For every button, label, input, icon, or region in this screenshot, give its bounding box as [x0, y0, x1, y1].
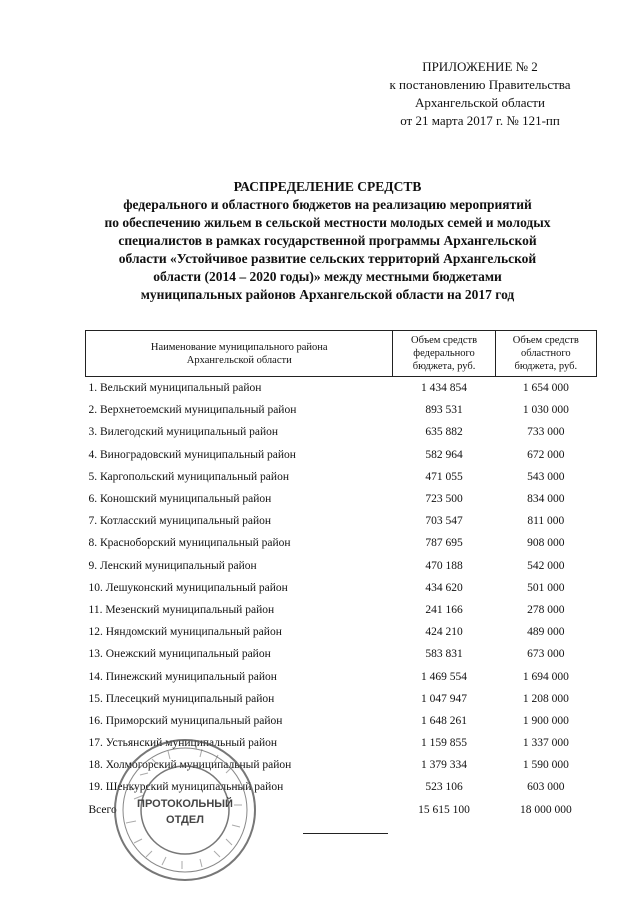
district-name: 10. Лешуконский муниципальный район: [88, 581, 288, 594]
district-name: 1. Вельский муниципальный район: [88, 382, 262, 395]
header-federal-l1: Объем средств: [411, 335, 478, 346]
appendix-line-3: Архангельской области: [415, 95, 545, 110]
federal-amount: 523 106: [425, 781, 463, 794]
table-header: [86, 331, 597, 377]
federal-amount: 1 159 855: [421, 737, 468, 750]
federal-amount: 893 531: [425, 404, 463, 417]
district-name: 9. Ленский муниципальный район: [88, 559, 257, 572]
regional-amount: 1 208 000: [522, 692, 569, 705]
table-row: [86, 466, 597, 488]
table-row: [86, 532, 597, 554]
appendix-line-2: к постановлению Правительства: [389, 77, 571, 92]
table-header-row: [86, 331, 597, 377]
federal-amount: 241 166: [425, 603, 463, 616]
title-line-5: области «Устойчивое развитие сельских территорий Архангельской: [118, 251, 537, 266]
federal-amount: 434 620: [425, 581, 463, 594]
federal-amount: 583 831: [425, 648, 463, 661]
regional-amount: 908 000: [527, 537, 565, 550]
title-line-4: специалистов в рамках государственной программы Архангельской: [118, 233, 537, 248]
appendix-date: от 21 марта 2017 г. № 121-пп: [400, 113, 560, 128]
regional-amount: 501 000: [527, 581, 565, 594]
district-name: 16. Приморский муниципальный район: [88, 714, 283, 727]
district-name: 8. Красноборский муниципальный район: [88, 537, 291, 550]
district-name: 2. Верхнетоемский муниципальный район: [88, 404, 297, 417]
district-name: 11. Мезенский муниципальный район: [88, 603, 275, 616]
table-row: [86, 377, 597, 400]
appendix-number: ПРИЛОЖЕНИЕ № 2: [422, 59, 538, 74]
district-name: 19. Шенкурский муниципальный район: [88, 781, 284, 794]
federal-amount: 1 047 947: [421, 692, 468, 705]
federal-amount: 470 188: [425, 559, 463, 572]
title-line-3: по обеспечению жильем в сельской местности молодых семей и молодых: [104, 215, 551, 230]
header-district-name-l1: Наименование муниципального района: [150, 341, 328, 353]
title-line-2: федерального и областного бюджетов на реализацию мероприятий: [123, 197, 532, 212]
regional-amount: 489 000: [527, 626, 565, 639]
federal-amount: 1 469 554: [421, 670, 468, 683]
header-federal-l2: федерального: [413, 348, 475, 359]
federal-amount: 723 500: [425, 493, 463, 506]
table-row: [86, 444, 597, 466]
regional-amount: 1 590 000: [522, 759, 569, 772]
header-regional-l1: Объем средств: [512, 335, 579, 346]
header-regional-l3: бюджета, руб.: [514, 361, 578, 372]
table-row: [86, 665, 597, 687]
federal-amount: 1 648 261: [421, 714, 468, 727]
federal-amount: 1 434 854: [421, 382, 468, 395]
total-regional: 18 000 000: [519, 803, 572, 816]
table-row: [86, 621, 597, 643]
regional-amount: 1 030 000: [522, 404, 569, 417]
regional-amount: 1 900 000: [522, 714, 569, 727]
signature-line: [303, 833, 388, 834]
district-name: 4. Виноградовский муниципальный район: [88, 448, 296, 461]
district-name: 18. Холмогорский муниципальный район: [88, 759, 292, 772]
district-name: 15. Плесецкий муниципальный район: [88, 692, 275, 705]
title-line-7: муниципальных районов Архангельской области на 2017 год: [140, 287, 515, 302]
federal-amount: 787 695: [425, 537, 463, 550]
official-stamp: [110, 735, 260, 885]
table-row: [86, 643, 597, 665]
regional-amount: 733 000: [527, 426, 565, 439]
table-row: [86, 688, 597, 710]
district-name: 13. Онежский муниципальный район: [88, 648, 271, 661]
federal-amount: 582 964: [425, 448, 463, 461]
district-name: 6. Коношский муниципальный район: [88, 493, 272, 506]
federal-amount: 471 055: [425, 470, 463, 483]
table-row: [86, 577, 597, 599]
table-row: [86, 599, 597, 621]
stamp-text: ПРОТОКОЛЬНЫЙ ОТДЕЛ: [137, 798, 233, 826]
district-name: 17. Устьянский муниципальный район: [88, 737, 278, 750]
total-federal: 15 615 100: [418, 803, 470, 816]
regional-amount: 1 337 000: [522, 737, 569, 750]
district-name: 3. Вилегодский муниципальный район: [88, 426, 279, 439]
regional-amount: 278 000: [527, 603, 565, 616]
district-name: 14. Пинежский муниципальный район: [88, 670, 277, 683]
regional-amount: 811 000: [527, 515, 565, 528]
table-row: [86, 555, 597, 577]
table-row: [86, 399, 597, 421]
total-label: Всего: [88, 803, 117, 816]
district-name: 5. Каргопольский муниципальный район: [88, 470, 289, 483]
regional-amount: 1 694 000: [522, 670, 569, 683]
regional-amount: 603 000: [527, 781, 565, 794]
table-row: [86, 710, 597, 732]
federal-amount: 424 210: [425, 626, 463, 639]
header-district-name-l2: Архангельской области: [186, 354, 292, 366]
header-regional-budget: [495, 331, 596, 377]
table-row: [86, 488, 597, 510]
federal-amount: 635 882: [425, 426, 463, 439]
regional-amount: 543 000: [527, 470, 565, 483]
document-title: [60, 178, 595, 304]
regional-amount: 542 000: [527, 559, 565, 572]
regional-amount: 673 000: [527, 648, 565, 661]
title-line-1: РАСПРЕДЕЛЕНИЕ СРЕДСТВ: [233, 179, 422, 194]
table-row: [86, 510, 597, 532]
header-federal-l3: бюджета, руб.: [412, 361, 476, 372]
district-name: 7. Котласский муниципальный район: [88, 515, 272, 528]
table-row: [86, 421, 597, 443]
header-regional-l2: областного: [520, 348, 571, 359]
federal-amount: 703 547: [425, 515, 463, 528]
district-name: 12. Няндомский муниципальный район: [88, 626, 282, 639]
regional-amount: 672 000: [527, 448, 565, 461]
regional-amount: 1 654 000: [522, 382, 569, 395]
header-district-name: [86, 331, 393, 377]
header-federal-budget: [393, 331, 495, 377]
title-line-6: области (2014 – 2020 годы)» между местными бюджетами: [153, 269, 502, 284]
federal-amount: 1 379 334: [421, 759, 468, 772]
regional-amount: 834 000: [527, 493, 565, 506]
appendix-header: [355, 58, 605, 130]
